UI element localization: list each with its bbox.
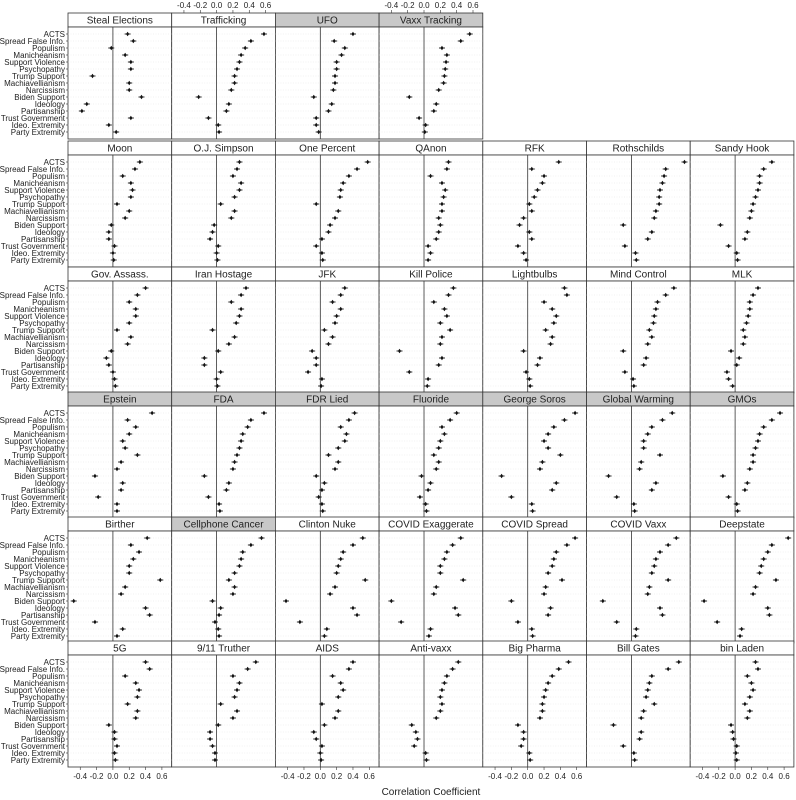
y-tick-label: Ideology xyxy=(34,603,65,613)
panel-title: Global Warming xyxy=(602,394,675,406)
panel-title: COVID Spread xyxy=(501,519,569,531)
panel-title: Birther xyxy=(105,519,135,531)
x-tick-label: 0.2 xyxy=(331,772,343,781)
panel xyxy=(275,392,379,518)
panel xyxy=(172,141,276,267)
panel-title: FDA xyxy=(213,394,234,406)
y-tick-label: Ideo. Extremity xyxy=(11,120,65,130)
y-tick-label: Manicheanism xyxy=(13,429,65,439)
y-tick-label: Trump Support xyxy=(11,575,65,585)
panel-title: Kill Police xyxy=(409,269,453,281)
panel xyxy=(483,267,587,393)
x-tick-label: -0.2 xyxy=(89,772,104,781)
y-tick-label: Populism xyxy=(32,43,65,53)
y-tick-label: Manicheanism xyxy=(13,50,65,60)
panel-title: QAnon xyxy=(415,143,447,155)
y-tick-label: Ideo. Extremity xyxy=(11,374,65,384)
panel xyxy=(587,517,691,643)
panel-title: JFK xyxy=(318,269,337,281)
y-tick-label: Biden Support xyxy=(14,346,65,356)
panel-title: MLK xyxy=(731,269,753,281)
x-tick-label: 0.0 xyxy=(418,1,430,10)
x-tick-label: -0.4 xyxy=(177,1,191,10)
y-tick-label: Party Extremity xyxy=(10,381,65,391)
y-tick-label: Spread False Info. xyxy=(0,540,65,550)
y-tick-label: Partisanship xyxy=(20,610,65,620)
y-tick-label: Psychopathy xyxy=(19,192,65,202)
panel-title: Iran Hostage xyxy=(194,269,253,281)
x-tick-label: 0.6 xyxy=(778,772,790,781)
y-tick-label: Support Violence xyxy=(4,185,65,195)
panel-title: Cellphone Cancer xyxy=(183,519,264,531)
panel xyxy=(0,517,172,643)
x-tick-label: -0.4 xyxy=(280,772,295,781)
x-tick-label: 0.2 xyxy=(227,1,239,10)
y-tick-label: Spread False Info. xyxy=(0,164,65,174)
y-tick-label: Manicheanism xyxy=(13,554,65,564)
panel xyxy=(275,517,379,643)
x-tick-label: 0.6 xyxy=(363,772,375,781)
panel xyxy=(0,641,172,767)
panel-title: AIDS xyxy=(315,643,339,655)
panel-title: Moon xyxy=(107,143,133,155)
y-tick-label: Machiavellianism xyxy=(4,582,65,592)
panel-title: RFK xyxy=(524,143,545,155)
panel xyxy=(690,517,794,643)
y-tick-label: Ideology xyxy=(34,227,65,237)
panel xyxy=(587,392,691,518)
panel-title: Big Pharma xyxy=(508,643,561,655)
y-tick-label: Ideology xyxy=(34,727,65,737)
panel-title: 9/11 Truther xyxy=(196,643,251,655)
panel-title: Deepstate xyxy=(719,519,765,531)
y-tick-label: Psychopathy xyxy=(19,318,65,328)
panel xyxy=(587,267,691,393)
y-tick-label: Party Extremity xyxy=(10,755,65,765)
y-tick-label: ACTS xyxy=(43,283,65,293)
panel xyxy=(172,13,276,139)
panel-title: Trafficking xyxy=(200,15,247,27)
y-tick-label: Populism xyxy=(32,547,65,557)
panel xyxy=(379,13,483,139)
x-tick-label: -0.4 xyxy=(384,1,399,10)
y-tick-label: Populism xyxy=(32,422,65,432)
y-tick-label: Biden Support xyxy=(14,720,65,730)
y-tick-label: Psychopathy xyxy=(19,568,65,578)
y-tick-label: Party Extremity xyxy=(10,255,65,265)
y-tick-label: Ideology xyxy=(34,478,65,488)
y-tick-label: Psychopathy xyxy=(19,443,65,453)
x-tick-label: 0.4 xyxy=(554,772,566,781)
x-tick-label: -0.2 xyxy=(504,772,519,781)
y-tick-label: Ideology xyxy=(34,353,65,363)
y-tick-label: Partisanship xyxy=(20,485,65,495)
panel xyxy=(172,517,276,643)
y-tick-label: Manicheanism xyxy=(13,678,65,688)
y-tick-label: Trust Government xyxy=(0,367,65,377)
x-tick-label: 0.0 xyxy=(729,772,741,781)
panel-title: Vaxx Tracking xyxy=(399,15,462,27)
panel-title: FDR Lied xyxy=(306,394,349,406)
y-tick-label: Biden Support xyxy=(14,596,65,606)
panel xyxy=(690,141,794,267)
panel-title: COVID Vaxx xyxy=(610,519,667,531)
y-tick-label: Party Extremity xyxy=(10,506,65,516)
y-tick-label: Trump Support xyxy=(11,699,65,709)
y-tick-label: Trust Government xyxy=(0,492,65,502)
y-tick-label: Spread False Info. xyxy=(0,290,65,300)
panel xyxy=(275,267,379,393)
y-tick-label: Machiavellianism xyxy=(4,332,65,342)
panel xyxy=(483,141,587,267)
x-tick-label: -0.2 xyxy=(297,772,311,781)
y-tick-label: Trump Support xyxy=(11,71,65,81)
panel xyxy=(379,641,483,767)
y-tick-label: Biden Support xyxy=(14,471,65,481)
x-tick-label: -0.4 xyxy=(73,772,88,781)
y-tick-label: Psychopathy xyxy=(19,64,65,74)
panel xyxy=(483,641,587,767)
panel-title: Sandy Hook xyxy=(714,143,770,155)
y-tick-label: Populism xyxy=(32,297,65,307)
panel-title: O.J. Simpson xyxy=(193,143,254,155)
x-tick-label: 0.4 xyxy=(762,772,774,781)
y-tick-label: Narcissism xyxy=(25,85,65,95)
panel-title: Clinton Nuke xyxy=(298,519,356,531)
x-axis-title: Correlation Coefficient xyxy=(381,787,481,798)
panel xyxy=(587,641,691,767)
x-tick-label: 0.2 xyxy=(745,772,758,781)
y-tick-label: Spread False Info. xyxy=(0,415,65,425)
panel-title: Rothschilds xyxy=(612,143,665,155)
x-tick-label: 0.0 xyxy=(522,772,534,781)
y-tick-label: Ideo. Extremity xyxy=(11,748,65,758)
panel-title: GMOs xyxy=(727,394,757,406)
y-tick-label: Trump Support xyxy=(11,199,65,209)
y-tick-label: Spread False Info. xyxy=(0,664,65,674)
y-tick-label: Narcissism xyxy=(25,589,65,599)
panel xyxy=(172,392,276,518)
y-tick-label: ACTS xyxy=(43,157,65,167)
y-tick-label: Ideo. Extremity xyxy=(11,624,65,634)
x-tick-label: 0.6 xyxy=(467,1,479,10)
y-tick-label: Partisanship xyxy=(20,734,65,744)
y-tick-label: Populism xyxy=(32,171,65,181)
panel-title: Anti-vaxx xyxy=(410,643,452,655)
y-tick-label: Trust Government xyxy=(0,741,65,751)
panel xyxy=(0,267,172,393)
x-tick-label: 0.4 xyxy=(347,772,359,781)
panel-title: bin Laden xyxy=(720,643,765,655)
panel xyxy=(275,141,379,267)
x-tick-label: 0.2 xyxy=(434,1,446,10)
y-tick-label: Trust Government xyxy=(0,241,65,251)
y-tick-label: Machiavellianism xyxy=(4,78,65,88)
x-tick-label: 0.2 xyxy=(123,772,135,781)
y-tick-label: Ideo. Extremity xyxy=(11,499,65,509)
panel xyxy=(379,517,483,643)
x-tick-label: 0.6 xyxy=(156,772,168,781)
y-tick-label: Party Extremity xyxy=(10,127,65,137)
panel xyxy=(587,141,691,267)
y-tick-label: Narcissism xyxy=(25,464,65,474)
panel xyxy=(0,13,172,139)
x-tick-label: -0.2 xyxy=(193,1,208,10)
y-tick-label: Narcissism xyxy=(25,713,65,723)
x-tick-label: 0.6 xyxy=(260,1,272,10)
y-tick-label: Biden Support xyxy=(14,92,65,102)
y-tick-label: ACTS xyxy=(43,29,65,39)
y-tick-label: Support Violence xyxy=(4,561,65,571)
panel xyxy=(483,517,587,643)
panel-title: Gov. Assass. xyxy=(91,269,149,281)
y-tick-label: Psychopathy xyxy=(19,692,65,702)
y-tick-label: Partisanship xyxy=(20,360,65,370)
panel-title: Lightbulbs xyxy=(511,269,558,281)
y-tick-label: Trump Support xyxy=(11,450,65,460)
panel-title: Steal Elections xyxy=(86,15,153,27)
y-tick-label: Support Violence xyxy=(4,57,65,67)
panel xyxy=(275,641,379,767)
y-tick-label: Machiavellianism xyxy=(4,457,65,467)
panel xyxy=(172,267,276,393)
x-tick-label: 0.4 xyxy=(140,772,152,781)
y-tick-label: ACTS xyxy=(43,533,65,543)
y-tick-label: Trust Government xyxy=(0,113,65,123)
panel-title: Mind Control xyxy=(609,269,667,281)
y-tick-label: Machiavellianism xyxy=(4,206,65,216)
y-tick-label: Trust Government xyxy=(0,617,65,627)
y-tick-label: Ideo. Extremity xyxy=(11,248,65,258)
panel-title: COVID Exaggerate xyxy=(388,519,474,531)
panel xyxy=(379,267,483,393)
x-tick-label: 0.0 xyxy=(211,1,223,10)
y-tick-label: Biden Support xyxy=(14,220,65,230)
x-tick-label: -0.2 xyxy=(400,1,415,10)
y-tick-label: Populism xyxy=(32,671,65,681)
panel xyxy=(483,392,587,518)
y-tick-label: Support Violence xyxy=(4,436,65,446)
panel xyxy=(172,641,276,767)
y-tick-label: Manicheanism xyxy=(13,304,65,314)
x-tick-label: 0.4 xyxy=(451,1,463,10)
x-tick-label: -0.4 xyxy=(695,772,710,781)
y-tick-label: Trump Support xyxy=(11,325,65,335)
y-tick-label: Machiavellianism xyxy=(4,706,65,716)
y-tick-label: Narcissism xyxy=(25,213,65,223)
panel xyxy=(690,641,794,767)
x-tick-label: -0.2 xyxy=(711,772,726,781)
y-tick-label: Support Violence xyxy=(4,311,65,321)
panel xyxy=(0,141,172,267)
panel-title: Fluoride xyxy=(412,394,450,406)
y-tick-label: Spread False Info. xyxy=(0,36,65,46)
y-tick-label: Ideology xyxy=(34,99,65,109)
y-tick-label: Support Violence xyxy=(4,685,65,695)
y-tick-label: Narcissism xyxy=(25,339,65,349)
x-tick-label: 0.4 xyxy=(243,1,255,10)
y-tick-label: Manicheanism xyxy=(13,178,65,188)
panel-title: Epstein xyxy=(103,394,137,406)
x-tick-label: 0.0 xyxy=(314,772,326,781)
panel xyxy=(0,392,172,518)
y-tick-label: ACTS xyxy=(43,657,65,667)
y-tick-label: ACTS xyxy=(43,408,65,418)
y-tick-label: Partisanship xyxy=(20,234,65,244)
panel xyxy=(275,13,379,139)
y-tick-label: Party Extremity xyxy=(10,631,65,641)
panel-title: George Soros xyxy=(503,394,566,406)
panel-title: 5G xyxy=(113,643,127,655)
x-tick-label: -0.4 xyxy=(488,772,502,781)
panel-title: One Percent xyxy=(299,143,356,155)
panel xyxy=(379,141,483,267)
x-tick-label: 0.6 xyxy=(571,772,583,781)
panel-title: Bill Gates xyxy=(616,643,660,655)
panel xyxy=(690,392,794,518)
panel xyxy=(379,392,483,518)
x-tick-label: 0.0 xyxy=(107,772,119,781)
x-tick-label: 0.2 xyxy=(538,772,550,781)
panel-title: UFO xyxy=(316,15,338,27)
y-tick-label: Partisanship xyxy=(20,106,65,116)
panel xyxy=(690,267,794,393)
